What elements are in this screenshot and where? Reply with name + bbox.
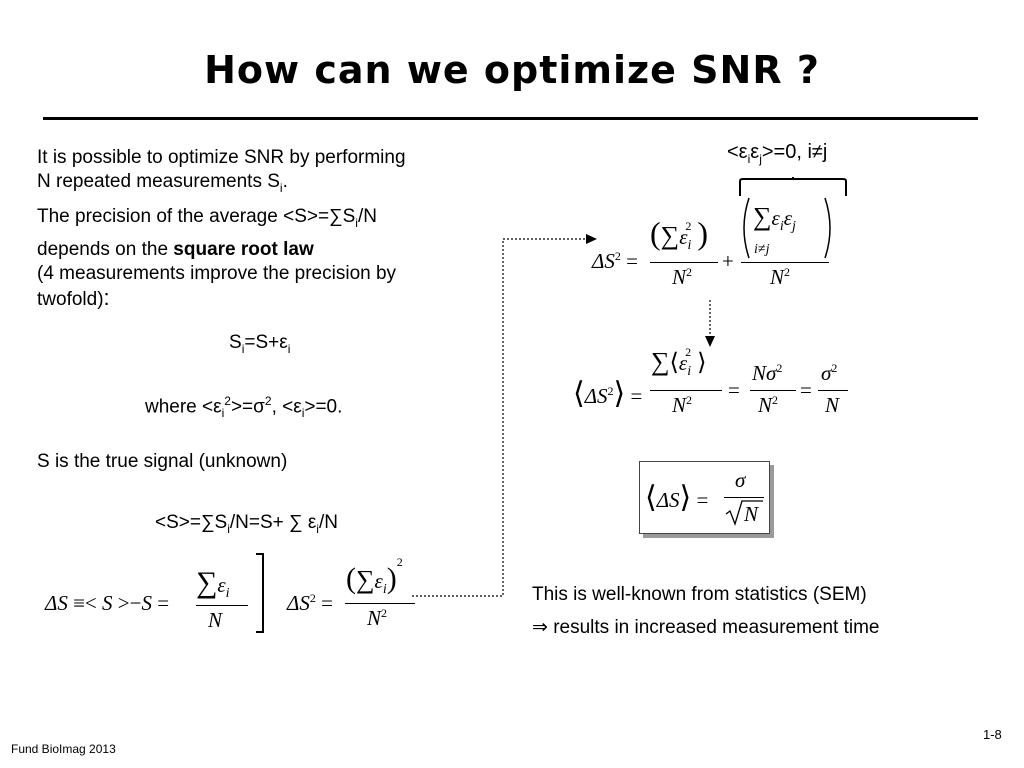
result-statement [532, 616, 880, 640]
equation-average [155, 511, 338, 541]
avg-b: /N=S+ ∑ ε [229, 512, 317, 533]
subscript-i: i [279, 180, 283, 195]
cross-end: >=0, i≠j [761, 141, 828, 163]
page-number: 1-8 [983, 727, 1002, 742]
implies-arrow: ⇒ [532, 617, 548, 638]
intro-line-2: N repeated measurements S [37, 171, 280, 192]
eq-s: S [229, 332, 242, 353]
cross-mid: ε [750, 141, 760, 163]
avg-a: <S>=∑S [155, 512, 228, 533]
slide-title: How can we optimize SNR ? [204, 48, 820, 92]
subscript-j: j [759, 152, 762, 166]
cross-term-label [727, 140, 827, 171]
subscript-i: i [227, 521, 230, 536]
where-end: >=0. [304, 396, 343, 418]
intro-line-1: It is possible to optimize SNR by performing [37, 147, 406, 168]
paragraph-sqrt-law [37, 238, 396, 312]
title-divider [43, 117, 978, 120]
superscript-2: 2 [224, 394, 231, 408]
colon: : [103, 285, 110, 310]
period: . [282, 171, 288, 192]
subscript-i: i [301, 406, 305, 421]
dotted-down-arrow [702, 300, 718, 350]
average-divisor: /N [357, 206, 377, 227]
dotted-connector-arrow [410, 230, 600, 605]
subscript-i: i [221, 406, 225, 421]
paragraph-average [37, 205, 377, 235]
sqrt-law-bold: square root law [173, 239, 314, 260]
equation-measurement [229, 331, 290, 361]
eq-rest: =S+ε [244, 332, 288, 353]
sem-statement: This is well-known from statistics (SEM) [532, 584, 867, 605]
subscript-i: i [287, 341, 291, 356]
sqrt-law-text: depends on the [37, 239, 174, 260]
average-text: The precision of the average [37, 206, 284, 227]
where-text: where <ε [145, 396, 222, 418]
true-signal-text: S is the true signal (unknown) [37, 451, 288, 472]
result-text: results in increased measurement time [547, 617, 880, 638]
subscript-i: i [747, 152, 751, 166]
paragraph-intro [37, 146, 406, 200]
where-mid: >=σ [230, 396, 265, 418]
cross-pre: <ε [727, 141, 748, 163]
equation-where [145, 389, 342, 425]
footer-course: Fund BioImag 2013 [11, 742, 116, 756]
result-box: ⟨ΔS⟩ = σ N [639, 461, 770, 534]
subscript-i: i [316, 521, 319, 536]
average-formula: <S>=∑S [283, 206, 356, 227]
superscript-2: 2 [264, 394, 272, 408]
subscript-i: i [355, 215, 358, 230]
subscript-i: i [241, 341, 245, 356]
right-bracket [250, 552, 270, 634]
improvement-text: (4 measurements improve the precision by [37, 263, 397, 284]
twofold-text: twofold) [37, 289, 104, 310]
where-mid2: , <ε [271, 396, 302, 418]
avg-c: /N [318, 512, 338, 533]
